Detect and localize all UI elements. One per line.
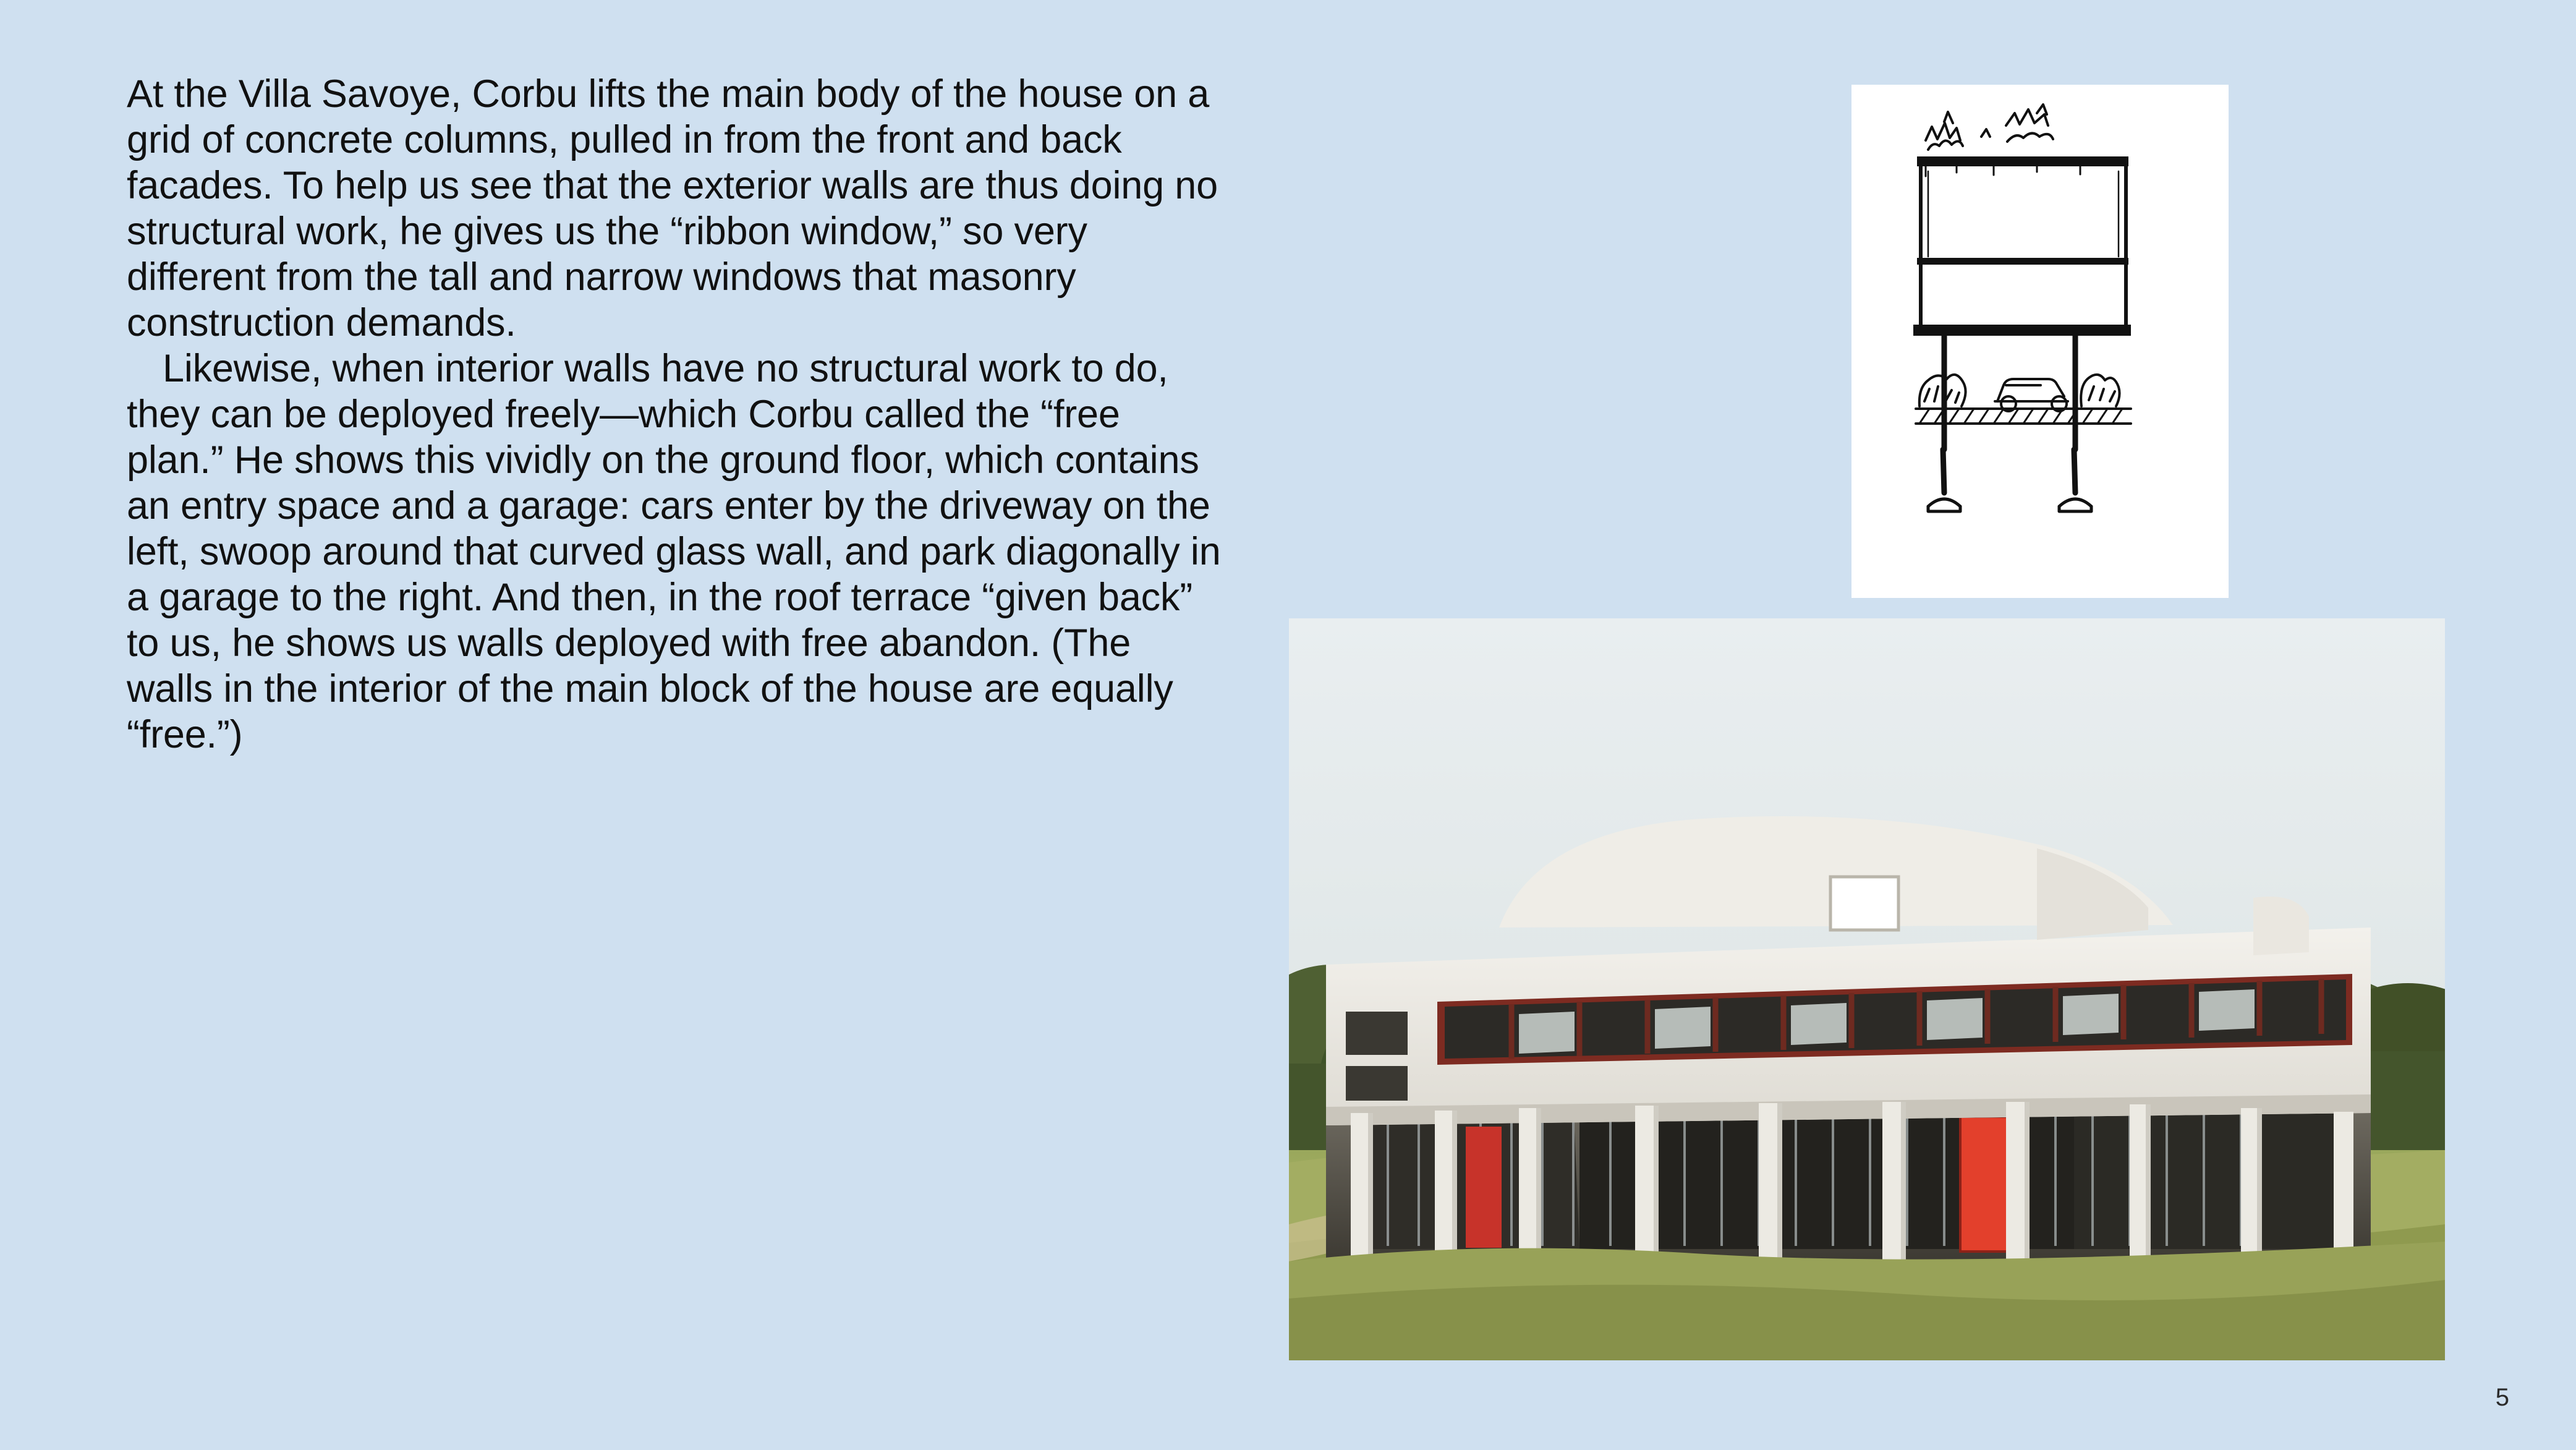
- body-text-column: [127, 71, 1221, 757]
- paragraph-2: Likewise, when interior walls have no structural work to do, they can be deployed freely—which Corbu called the “free plan.” He shows this vividly on the ground floor, which contains an entry space and a garage: cars enter by the driveway on the left, swoop around that curved glass wall, and park diagonally in a garage to the right. And then, in the roof terrace “given back” to us, he shows us walls deployed with free abandon. (The walls in the interior of the main block of the house are equally “free.”): [127, 347, 1221, 757]
- architectural-section-sketch: [1851, 85, 2229, 598]
- villa-savoye-photograph: [1289, 618, 2445, 1360]
- paragraph-1: At the Villa Savoye, Corbu lifts the main body of the house on a grid of concrete columns, pulled in from the front and back facades. To help us see that the exterior walls are thus doing no structural work, he gives us the “ribbon window,” so very different from the tall and narrow windows that masonry construction demands.: [127, 72, 1218, 345]
- page-number: 5: [2495, 1384, 2509, 1411]
